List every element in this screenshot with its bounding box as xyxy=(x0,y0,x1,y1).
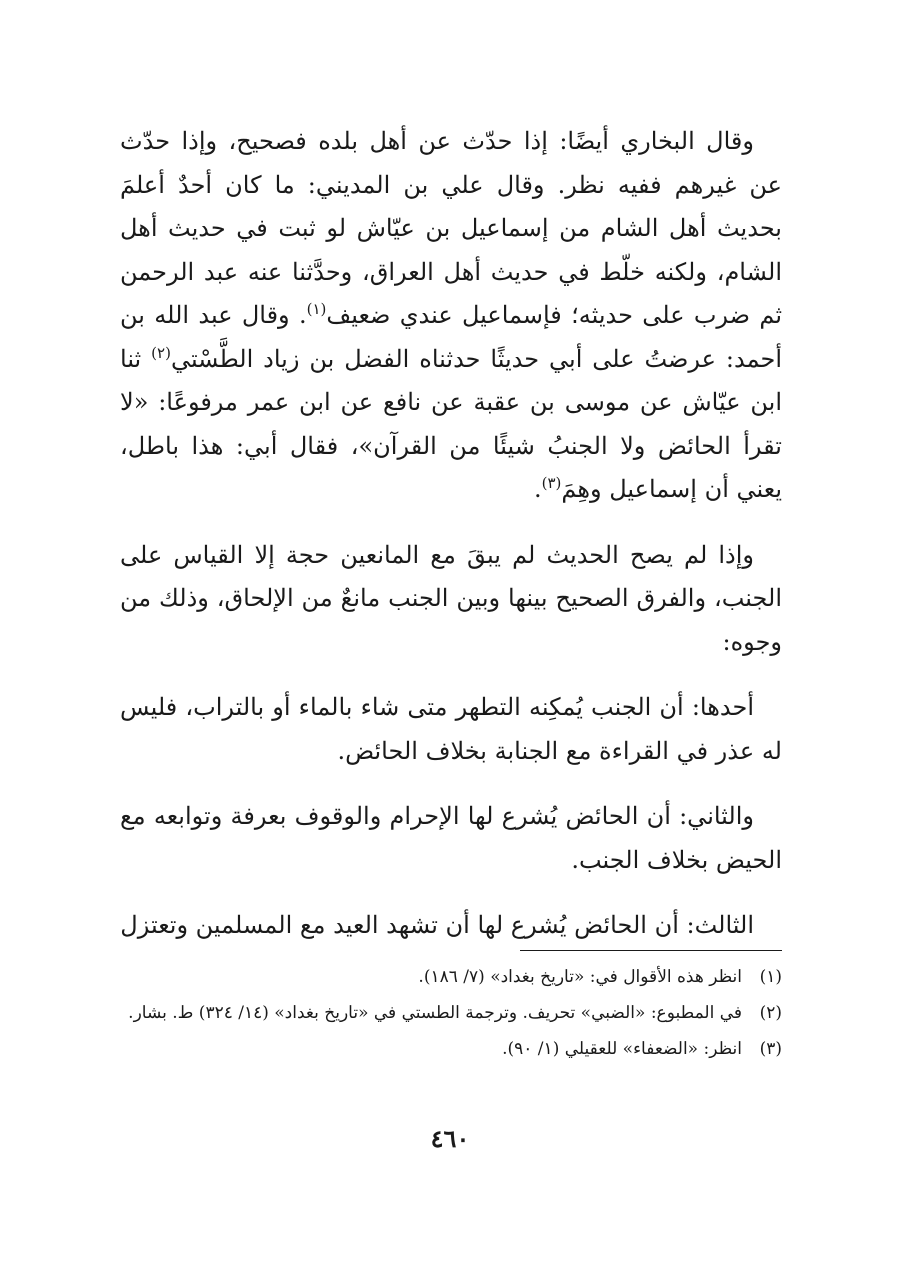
text-segment: وقال البخاري أيضًا: إذا حدّث عن أهل بلده فصحيح، وإذا حدّث عن غيرهم ففيه نظر. وقال علي بن المديني: ما كان أحدٌ أعلمَ بحديث أهل الشام من إسماعيل بن عيّاش لو ثبت في حديث أهل الشام، ولكنه خلّط في حديث أهل العراق، وحدَّثنا عنه عبد الرحمن ثم ضرب على حديثه؛ فإسماعيل عندي ضعيف xyxy=(120,127,782,329)
paragraph-3: أحدها: أن الجنب يُمكِنه التطهر متى شاء بالماء أو بالتراب، فليس له عذر في القراءة مع الجنابة بخلاف الحائض. xyxy=(120,693,782,765)
paragraph-2: وإذا لم يصح الحديث لم يبقَ مع المانعين حجة إلا القياس على الجنب، والفرق الصحيح بينها وبين الجنب مانعٌ من الإلحاق، وذلك من وجوه: xyxy=(120,540,782,656)
footnote-ref-3[interactable]: (٣) xyxy=(541,474,562,492)
footnote-2 xyxy=(120,998,782,1028)
footnote-3 xyxy=(120,1034,782,1064)
footnote-ref-2[interactable]: (٢) xyxy=(151,343,171,362)
footnote-number: (٣) xyxy=(759,1039,782,1059)
footnote-ref-1[interactable]: (١) xyxy=(306,300,327,318)
text-segment: . وقال عبد الله بن أحمد: عرضتُ على أبي حديثًا حدثناه الفضل بن زياد الطَّسْتي xyxy=(120,301,782,373)
paragraph-1 xyxy=(120,120,782,512)
paragraph-5: الثالث: أن الحائض يُشرع لها أن تشهد العيد مع المسلمين وتعتزل xyxy=(120,911,754,939)
footnote-divider xyxy=(520,950,782,951)
text-segment: . xyxy=(533,475,542,503)
main-text xyxy=(120,120,782,948)
footnote-number: (١) xyxy=(759,967,782,987)
footnote-text: انظر هذه الأقوال في: «تاريخ بغداد» (٧/ ١٨٦). xyxy=(418,967,742,987)
paragraph-4: والثاني: أن الحائض يُشرع لها الإحرام والوقوف بعرفة وتوابعه مع الحيض بخلاف الجنب. xyxy=(120,802,782,874)
text-segment: ثنا ابن عيّاش عن موسى بن عقبة عن نافع عن ابن عمر مرفوعًا: «لا تقرأ الحائض ولا الجنبُ شيئًا من القرآن»، فقال أبي: هذا باطل، يعني أن إسماعيل وهِمَ xyxy=(120,344,782,503)
footnotes xyxy=(120,962,782,1070)
page-number: ٤٦٠ xyxy=(430,1124,470,1153)
footnote-text: انظر: «الضعفاء» للعقيلي (١/ ٩٠). xyxy=(502,1039,742,1059)
footnote-number: (٢) xyxy=(759,1003,782,1023)
footnote-1 xyxy=(120,962,782,992)
footnote-text: في المطبوع: «الضبي» تحريف. وترجمة الطستي في «تاريخ بغداد» (١٤/ ٣٢٤) ط. بشار. xyxy=(128,1003,742,1023)
